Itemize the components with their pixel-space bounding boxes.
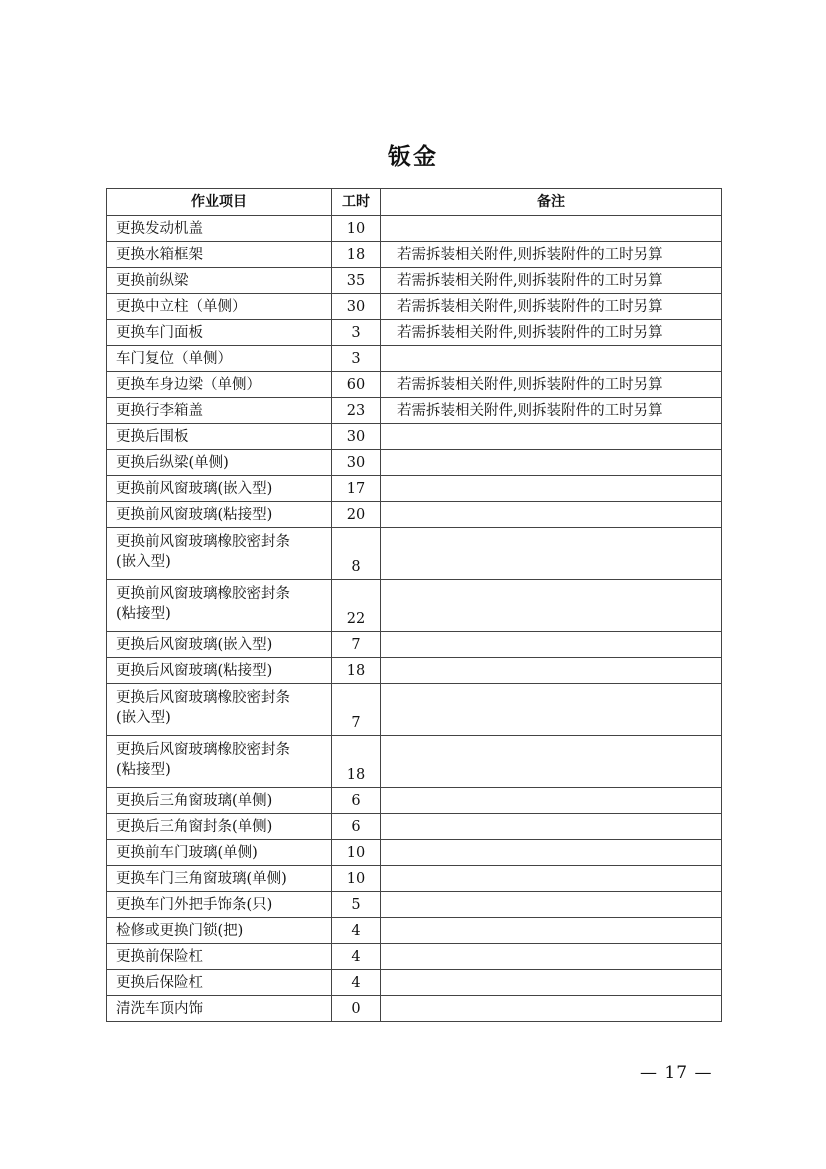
note-cell [381,658,722,684]
hours-cell: 7 [332,632,381,658]
page-title: 钣金 [388,144,438,170]
column-header-note: 备注 [381,189,722,216]
hours-cell: 30 [332,424,381,450]
table-row [107,866,722,892]
hours-cell: 7 [332,684,381,736]
item-line-1: 更换后风窗玻璃橡胶密封条 [116,690,290,706]
hours-cell: 10 [332,216,381,242]
note-cell [381,684,722,736]
note-cell [381,970,722,996]
hours-cell: 30 [332,294,381,320]
item-line-2: (嵌入型) [116,554,171,570]
table-row [107,840,722,866]
table-row [107,658,722,684]
note-cell: 若需拆装相关附件,则拆装附件的工时另算 [381,372,722,398]
note-cell [381,788,722,814]
item-cell: 清洗车顶内饰 [107,996,332,1022]
item-cell [107,684,332,736]
note-cell: 若需拆装相关附件,则拆装附件的工时另算 [381,268,722,294]
item-cell: 更换水箱框架 [107,242,332,268]
hours-cell: 8 [332,528,381,580]
hours-cell: 0 [332,996,381,1022]
note-cell [381,814,722,840]
hours-cell: 20 [332,502,381,528]
item-cell: 更换后风窗玻璃(粘接型) [107,658,332,684]
note-cell [381,632,722,658]
hours-cell: 60 [332,372,381,398]
note-cell [381,866,722,892]
table-row [107,372,722,398]
table-row [107,944,722,970]
item-cell: 更换车门外把手饰条(只) [107,892,332,918]
item-cell: 更换前保险杠 [107,944,332,970]
hours-cell: 4 [332,970,381,996]
note-cell [381,944,722,970]
note-cell [381,528,722,580]
table-row [107,892,722,918]
item-cell [107,580,332,632]
note-cell [381,918,722,944]
note-cell [381,736,722,788]
hours-cell: 6 [332,788,381,814]
column-header-hours: 工时 [332,189,381,216]
item-line-1: 更换前风窗玻璃橡胶密封条 [116,586,290,602]
table-row [107,918,722,944]
item-cell: 更换后风窗玻璃(嵌入型) [107,632,332,658]
item-cell: 更换中立柱（单侧） [107,294,332,320]
table-row [107,580,722,632]
table-row [107,216,722,242]
note-cell: 若需拆装相关附件,则拆装附件的工时另算 [381,320,722,346]
note-cell: 若需拆装相关附件,则拆装附件的工时另算 [381,242,722,268]
hours-cell: 5 [332,892,381,918]
table-row [107,424,722,450]
item-cell: 车门复位（单侧） [107,346,332,372]
hours-cell: 18 [332,242,381,268]
table-header-row [107,189,722,216]
item-cell [107,528,332,580]
item-cell: 更换前车门玻璃(单侧) [107,840,332,866]
hours-cell: 35 [332,268,381,294]
table-row [107,814,722,840]
item-line-2: (嵌入型) [116,710,171,726]
hours-cell: 18 [332,658,381,684]
table-row [107,242,722,268]
item-cell: 更换车身边梁（单侧） [107,372,332,398]
item-cell: 更换后三角窗玻璃(单侧) [107,788,332,814]
note-cell [381,892,722,918]
hours-cell: 18 [332,736,381,788]
table-row [107,502,722,528]
table-row [107,294,722,320]
column-header-item: 作业项目 [107,189,332,216]
hours-cell: 3 [332,346,381,372]
table-row [107,684,722,736]
table-row [107,996,722,1022]
table-row [107,320,722,346]
table-row [107,632,722,658]
hours-cell: 3 [332,320,381,346]
table-row [107,788,722,814]
note-cell [381,424,722,450]
note-cell [381,996,722,1022]
item-line-2: (粘接型) [116,606,171,622]
item-cell: 更换前风窗玻璃(嵌入型) [107,476,332,502]
hours-cell: 17 [332,476,381,502]
table-row [107,528,722,580]
note-cell [381,580,722,632]
item-cell: 更换前风窗玻璃(粘接型) [107,502,332,528]
table-row [107,398,722,424]
item-cell: 更换行李箱盖 [107,398,332,424]
hours-cell: 4 [332,944,381,970]
table-row [107,476,722,502]
note-cell [381,476,722,502]
item-cell: 更换前纵梁 [107,268,332,294]
item-cell: 更换车门三角窗玻璃(单侧) [107,866,332,892]
note-cell [381,216,722,242]
table-row [107,450,722,476]
note-cell [381,502,722,528]
item-cell: 更换后围板 [107,424,332,450]
hours-cell: 30 [332,450,381,476]
item-cell: 更换后三角窗封条(单侧) [107,814,332,840]
table-row [107,736,722,788]
hours-cell: 6 [332,814,381,840]
hours-cell: 4 [332,918,381,944]
item-cell: 更换后保险杠 [107,970,332,996]
item-line-2: (粘接型) [116,762,171,778]
work-hours-table [106,188,722,1022]
item-cell: 更换车门面板 [107,320,332,346]
table-row [107,346,722,372]
item-cell: 检修或更换门锁(把) [107,918,332,944]
table-row [107,970,722,996]
note-cell [381,346,722,372]
page-number: — 17 — [640,1063,713,1083]
table-row [107,268,722,294]
hours-cell: 10 [332,866,381,892]
hours-cell: 10 [332,840,381,866]
note-cell: 若需拆装相关附件,则拆装附件的工时另算 [381,294,722,320]
item-line-1: 更换前风窗玻璃橡胶密封条 [116,534,290,550]
note-cell [381,840,722,866]
item-cell: 更换后纵梁(单侧) [107,450,332,476]
note-cell: 若需拆装相关附件,则拆装附件的工时另算 [381,398,722,424]
hours-cell: 22 [332,580,381,632]
item-cell: 更换发动机盖 [107,216,332,242]
item-line-1: 更换后风窗玻璃橡胶密封条 [116,742,290,758]
item-cell [107,736,332,788]
note-cell [381,450,722,476]
hours-cell: 23 [332,398,381,424]
